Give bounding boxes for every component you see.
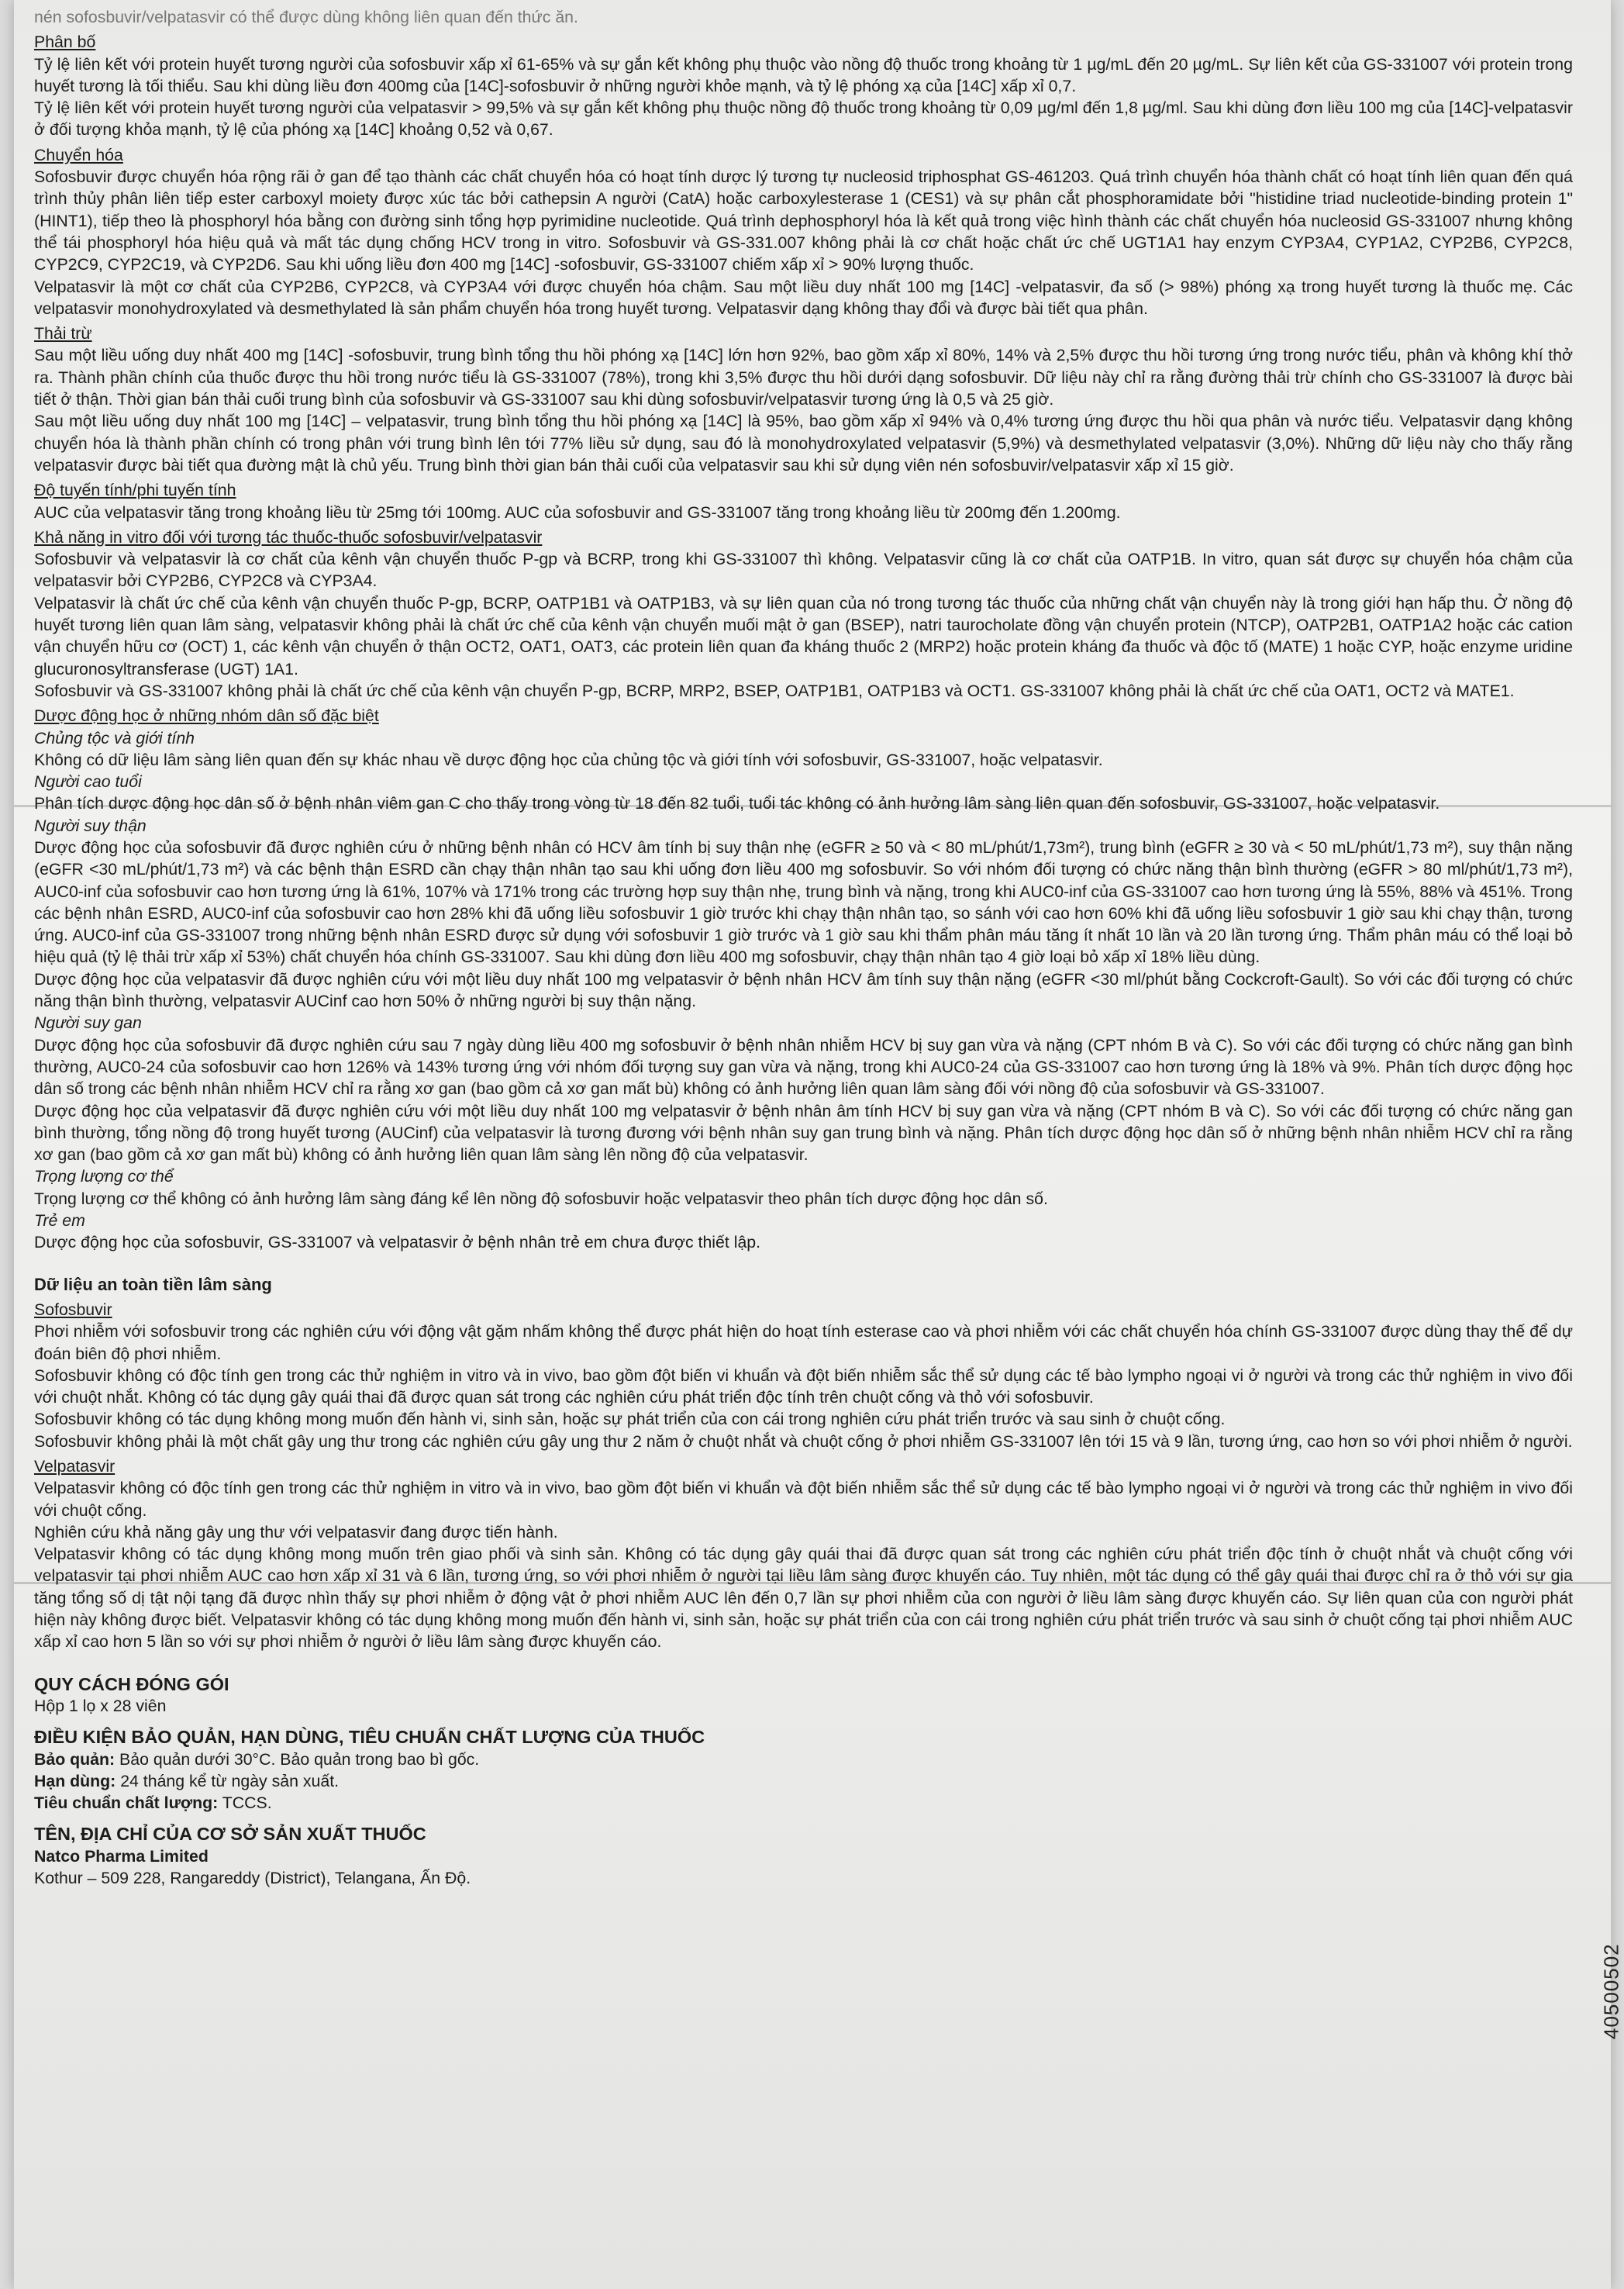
manufacturer-address: Kothur – 509 228, Rangareddy (District), Telangana, Ấn Độ.	[34, 1869, 471, 1888]
storage-label: Bảo quản:	[34, 1749, 116, 1769]
storage-item	[34, 1770, 1573, 1792]
storage-value: 24 tháng kể từ ngày sản xuất.	[116, 1771, 340, 1790]
pharmacokinetics-sections	[34, 31, 1573, 1253]
paragraph: Phơi nhiễm với sofosbuvir trong các nghiên cứu với động vật gặm nhấm không thể được phát hiện do hoạt tính esterase cao và phơi nhiễm với các chất chuyển hóa chính GS-331007 được dùng thay thế để dự đoán biên độ phơi nhiễm.	[34, 1322, 1573, 1363]
paragraph: Velpatasvir không có tác dụng không mong muốn trên giao phối và sinh sản. Không có tác dụng gây quái thai đã được quan sát trong các nghiên cứu phát triển độc tính ở chuột nhắt và chuột cống với velpatasvir tại phơi nhiễm AUC cao hơn xấp xỉ 31 và 6 lần, tương ứng, so với phơi nhiễm ở người tại liều lâm sàng được khuyến cáo. Tuy nhiên, một tác dụng có thể gây quái thai được chỉ ra ở thỏ với sự gia tăng tổng số dị tật nội tạng đã được nhìn thấy sự phơi nhiễm ở động vật ở phơi nhiễm AUC lên đến 0,7 lần sự phơi nhiễm của con người ở liều lâm sàng được khuyến cáo. Sự liên quan của con người phát hiện này không được biết. Velpatasvir không có tác dụng không mong muốn đến hành vi, sinh sản, hoặc sự phát triển của con cái trong nghiên cứu phát triển trước và sau sinh ở chuột cống tại phơi nhiễm AUC xấp xỉ cao hơn 5 lần so với sự phơi nhiễm ở người ở liều lâm sàng được khuyến cáo.	[34, 1545, 1573, 1652]
storage-item	[34, 1749, 1573, 1770]
storage-label: Hạn dùng:	[34, 1771, 116, 1790]
manufacturer-heading: TÊN, ĐỊA CHỈ CỦA CƠ SỞ SẢN XUẤT THUỐC	[34, 1824, 426, 1845]
subsection-title: Người suy thận	[34, 816, 147, 835]
paragraph: Tỷ lệ liên kết với protein huyết tương người của velpatasvir > 99,5% và sự gắn kết không phụ thuộc nồng độ thuốc trong khoảng từ 0,09 µg/ml đến 1,8 µg/ml. Sau khi dùng đơn liều 100 mg của [14C]-velpatasvir ở đối tượng khỏa mạnh, tỷ lệ của phóng xạ [14C] khoảng 0,52 và 0,67.	[34, 98, 1573, 140]
storage-value: TCCS.	[218, 1794, 272, 1813]
section-title: Dược động học ở những nhóm dân số đặc biệt	[34, 706, 379, 726]
storage-heading: ĐIỀU KIỆN BẢO QUẢN, HẠN DÙNG, TIÊU CHUẨN CHẤT LƯỢNG CỦA THUỐC	[34, 1727, 705, 1748]
preclinical-heading: Dữ liệu an toàn tiền lâm sàng	[34, 1274, 272, 1294]
subsection-title: Người suy gan	[34, 1013, 142, 1033]
paragraph: AUC của velpatasvir tăng trong khoảng liều từ 25mg tới 100mg. AUC của sofosbuvir and GS-331007 tăng trong khoảng liều từ 200mg đến 1.200mg.	[34, 502, 1121, 522]
leaflet-sheet	[14, 0, 1623, 2289]
paragraph: Dược động học của sofosbuvir, GS-331007 và velpatasvir ở bệnh nhân trẻ em chưa được thiết lập.	[34, 1233, 761, 1252]
paragraph: Phân tích dược động học dân số ở bệnh nhân viêm gan C cho thấy trong vòng từ 18 đến 82 tuổi, tuổi tác không có ảnh hưởng lâm sàng liên quan đến sofosbuvir, GS-331007, hoặc velpatasvir.	[34, 794, 1440, 813]
paragraph: Nghiên cứu khả năng gây ung thư với velpatasvir đang được tiến hành.	[34, 1522, 558, 1542]
paragraph: Dược động học của velpatasvir đã được nghiên cứu với một liều duy nhất 100 mg velpatasvir ở bệnh nhân âm tính HCV bị suy gan vừa và nặng (CPT nhóm B và C). So với các đối tượng có chức năng gan bình thường, tổng nồng độ trong huyết tương (AUCinf) của velpatasvir là tương đương với bệnh nhân suy gan trung bình và nặng. Phân tích dược động học dân số ở những bệnh nhân nhiễm HCV chỉ ra rằng xơ gan (bao gồm cả xơ gan mất bù) không có ảnh hưởng liên quan lâm sàng lên nồng độ của velpatasvir.	[34, 1101, 1573, 1165]
group-title: Velpatasvir	[34, 1457, 116, 1476]
paragraph: Dược động học của velpatasvir đã được nghiên cứu với một liều duy nhất 100 mg velpatasvir ở bệnh nhân HCV âm tính suy thận nặng (eGFR <30 ml/phút bằng Cockcroft-Gault). So với các đối tượng có chức năng thận bình thường, velpatasvir AUCinf cao hơn 50% ở những người bị suy thận nặng.	[34, 969, 1573, 1011]
leaflet-content	[34, 6, 1573, 1889]
packaging-text: Hộp 1 lọ x 28 viên	[34, 1696, 167, 1715]
storage-list	[34, 1749, 1573, 1814]
paragraph: Sau một liều uống duy nhất 400 mg [14C] -sofosbuvir, trung bình tổng thu hồi phóng xạ [14C] lớn hơn 92%, bao gồm xấp xỉ 80%, 14% và 2,5% được thu hồi tương ứng trong nước tiểu, phân và không khí thở ra. Thành phần chính của thuốc được thu hồi trong nước tiểu là GS-331007 (78%), trong khi 3,5% được thu hồi dưới dạng sofosbuvir. Dữ liệu này chỉ ra rằng đường thải trừ chính cho GS-331007 là được bài tiết ở thận. Thời gian bán thải cuối trung bình của sofosbuvir và GS-331007 sau khi dùng sofosbuvir/velpatasvir tương ứng là 0,5 và 25 giờ.	[34, 346, 1573, 409]
paragraph: Dược động học của sofosbuvir đã được nghiên cứu sau 7 ngày dùng liều 400 mg sofosbuvir ở bệnh nhân nhiễm HCV bị suy gan vừa và nặng (CPT nhóm B và C). So với các đối tượng có chức năng gan bình thường, AUC0-24 của sofosbuvir cao hơn 126% và 143% tương ứng với nhóm đối tượng suy gan vừa và nặng, trong khi AUC0-24 của GS-331007 cao hơn tương ứng là 18% và 9%. Phân tích dược động học dân số trong các bệnh nhân nhiễm HCV chỉ ra rằng xơ gan (bao gồm cả xơ gan mất bù) không có ảnh hưởng liên quan lâm sàng đối với nồng độ của sofosbuvir và GS-331007.	[34, 1035, 1573, 1099]
document-code: 40500502	[1600, 1943, 1623, 2039]
paragraph: Sofosbuvir và GS-331007 không phải là chất ức chế của kênh vận chuyển P-gp, BCRP, MRP2, BSEP, OATP1B1, OATP1B3 và OCT1. GS-331007 không phải là chất ức chế của OAT1, OCT2 và MATE1.	[34, 681, 1515, 700]
section-title: Độ tuyến tính/phi tuyến tính	[34, 481, 236, 500]
subsection-title: Trẻ em	[34, 1211, 85, 1231]
paragraph: Sau một liều uống duy nhất 100 mg [14C] – velpatasvir, trung bình tổng thu hồi phóng xạ [14C] là 95%, bao gồm xấp xỉ 94% và 0,4% tương ứng được thu hồi qua phân và nước tiểu. Velpatasvir dạng không chuyển hóa là thành phần chính có trong phân với trung bình lên tới 77% liều sử dụng, sau đó là monohydroxylated velpatasvir (5,9%) và desmethylated velpatasvir (3,0%). Những dữ liệu này cho thấy rằng velpatasvir được bài tiết qua đường mật là chủ yếu. Trung bình thời gian bán thải cuối của velpatasvir sau khi sử dụng viên nén sofosbuvir/velpatasvir xấp xỉ 15 giờ.	[34, 412, 1573, 475]
paragraph: Sofosbuvir và velpatasvir là cơ chất của kênh vận chuyển thuốc P-gp và BCRP, trong khi GS-331007 thì không. Velpatasvir cũng là cơ chất của OATP1B. In vitro, quan sát được sự chuyển hóa chậm của velpatasvir bởi CYP2B6, CYP2C8 và CYP3A4.	[34, 550, 1573, 591]
paragraph: Sofosbuvir được chuyển hóa rộng rãi ở gan để tạo thành các chất chuyển hóa có hoạt tính dược lý tương tự nucleosid triphosphat GS-461203. Quá trình chuyển hóa thành chất có hoạt tính liên quan đến quá trình thủy phân liên tiếp ester carboxyl moiety được xúc tác bởi cathepsin A người (CatA) hoặc carboxylesterase 1 (CES1) và sự phân cắt phosphoramidate bởi "histidine triad nucleotide-binding protein 1" (HINT1), tiếp theo là phosphoryl hóa bằng con đường sinh tổng hợp pyrimidine nucleotide. Quá trình dephosphoryl hóa là kết quả trong việc hình thành các chất chuyển hóa nucleosid GS-331007 nhưng không thể tái phosphoryl hóa hiệu quả và mất tác dụng chống HCV trong in vitro. Sofosbuvir và GS-331.007 không phải là cơ chất hoặc chất ức chế UGT1A1 hay enzym CYP3A4, CYP1A2, CYP2B6, CYP2C8, CYP2C9, CYP2C19, và CYP2D6. Sau khi uống liều đơn 400 mg [14C] -sofosbuvir, GS-331007 chiếm xấp xỉ > 90% lượng thuốc.	[34, 167, 1573, 274]
section-title: Phân bố	[34, 33, 96, 52]
subsection-title: Chủng tộc và giới tính	[34, 728, 195, 747]
storage-item	[34, 1792, 1573, 1814]
group-title: Sofosbuvir	[34, 1300, 112, 1319]
paragraph: Velpatasvir là chất ức chế của kênh vận chuyển thuốc P-gp, BCRP, OATP1B1 và OATP1B3, và sự liên quan của nó trong tương tác thuốc của những chất vận chuyển này là trong giới hạn hấp thu. Ở nồng độ huyết tương liên quan lâm sàng, velpatasvir không phải là chất ức chế của kênh vận chuyển muối mật ở gan (BSEP), natri taurocholate đồng vận chuyển protein (NTCP), OATP2B1, OATP1A2 hoặc các cation vận chuyển hữu cơ (OCT) 1, các kênh vận chuyển ở thận OCT2, OAT1, OAT3, các protein liên quan đa kháng thuốc 2 (MRP2) hoặc protein kháng đa thuốc và độc tố (MATE) 1 hoặc CYP, hoặc enzyme uridine glucuronosyltransferase (UGT) 1A1.	[34, 593, 1573, 678]
paragraph: Sofosbuvir không có độc tính gen trong các thử nghiệm in vitro và in vivo, bao gồm đột biến vi khuẩn và đột biến nhiễm sắc thể sử dụng các tế bào lympho ngoại vi ở người và trong các thử nghiệm in vivo đối với chuột nhắt. Không có tác dụng gây quái thai đã được quan sát trong các nghiên cứu phát triển độc tính trên chuột cống và thỏ với sofosbuvir.	[34, 1365, 1573, 1407]
paragraph: Không có dữ liệu lâm sàng liên quan đến sự khác nhau về dược động học của chủng tộc và giới tính với sofosbuvir, GS-331007, hoặc velpatasvir.	[34, 750, 1103, 769]
header-fragment: nén sofosbuvir/velpatasvir có thể được dùng không liên quan đến thức ăn.	[34, 8, 578, 26]
preclinical-groups	[34, 1299, 1573, 1653]
section-title: Chuyển hóa	[34, 145, 123, 164]
manufacturer-name: Natco Pharma Limited	[34, 1846, 209, 1866]
storage-value: Bảo quản dưới 30°C. Bảo quản trong bao bì gốc.	[115, 1749, 480, 1769]
paragraph: Trọng lượng cơ thể không có ảnh hưởng lâm sàng đáng kể lên nồng độ sofosbuvir hoặc velpatasvir theo phân tích dược động học dân số.	[34, 1189, 1048, 1208]
storage-label: Tiêu chuẩn chất lượng:	[34, 1794, 219, 1813]
paragraph: Dược động học của sofosbuvir đã được nghiên cứu ở những bệnh nhân có HCV âm tính bị suy thận nhẹ (eGFR ≥ 50 và < 80 mL/phút/1,73m²), trung bình (eGFR ≥ 30 và < 50 mL/phút/1,73 m²), suy thận nặng (eGFR <30 mL/phút/1,73 m²) và các bệnh thận ESRD cần chạy thận nhân tạo sau khi uống đơn liều 400 mg sofosbuvir. So với nhóm đối tượng có chức năng thận bình thường (eGFR > 80 ml/phút/1,73 m²), AUC0-inf của sofosbuvir cao hơn tương ứng là 61%, 107% và 171% trong các trường hợp suy thận nhẹ, trung bình và nặng, trong khi AUC0-inf của GS-331007 cao hơn tương ứng là 55%, 88% và 451%. Trong các bệnh nhân ESRD, AUC0-inf của sofosbuvir cao hơn 28% khi đã uống liều sofosbuvir 1 giờ trước khi chạy thận nhân tạo, so sánh với cao hơn 60% khi đã uống liều sofosbuvir 1 giờ sau khi chạy thận, tương ứng. AUC0-inf của GS-331007 trong những bệnh nhân ESRD được sử dụng với sofosbuvir 1 giờ trước và 1 giờ sau khi thẩm phân máu tăng ít nhất 10 lần và 20 lần tương ứng. Thẩm phân máu có thể loại bỏ hiệu quả (tỷ lệ thải trừ xấp xỉ 53%) chất chuyển hóa chính GS-331007. Sau khi dùng đơn liều 400 mg sofosbuvir, chạy thận nhân tạo 4 giờ loại bỏ xấp xỉ 18% liều dùng.	[34, 837, 1573, 967]
paragraph: Sofosbuvir không có tác dụng không mong muốn đến hành vi, sinh sản, hoặc sự phát triển của con cái trong nghiên cứu phát triển trước và sau sinh ở chuột cống.	[34, 1410, 1226, 1429]
paragraph: Tỷ lệ liên kết với protein huyết tương người của sofosbuvir xấp xỉ 61-65% và sự gắn kết không phụ thuộc vào nồng độ thuốc trong khoảng từ 1 µg/mL đến 20 µg/mL. Sự liên kết của GS-331007 với protein trong huyết tương là tối thiểu. Sau khi dùng liều đơn 400mg của [14C]-sofosbuvir ở những người khỏe mạnh, và tỷ lệ phóng xạ của [14C] xấp xỉ 0,7.	[34, 54, 1573, 95]
paragraph: Velpatasvir là một cơ chất của CYP2B6, CYP2C8, và CYP3A4 với được chuyển hóa chậm. Sau một liều duy nhất 100 mg [14C] -velpatasvir, đa số (> 98%) phóng xạ trong huyết tương là thuốc mẹ. Các velpatasvir monohydroxylated và desmethylated là sản phẩm chuyển hóa trong huyết tương. Velpatasvir dạng không thay đổi và được bài tiết qua phân.	[34, 277, 1573, 318]
section-title: Thải trừ	[34, 324, 92, 344]
subsection-title: Người cao tuổi	[34, 772, 142, 792]
subsection-title: Trọng lượng cơ thể	[34, 1167, 174, 1186]
section-title: Khả năng in vitro đối với tương tác thuốc-thuốc sofosbuvir/velpatasvir	[34, 527, 543, 547]
packaging-heading: QUY CÁCH ĐÓNG GÓI	[34, 1673, 229, 1694]
paragraph: Velpatasvir không có độc tính gen trong các thử nghiệm in vitro và in vivo, bao gồm đột biến vi khuẩn và đột biến nhiễm sắc thể sử dụng các tế bào lympho ngoại vi ở người và trong các thử nghiệm in vivo đối với chuột cống.	[34, 1479, 1573, 1520]
paragraph: Sofosbuvir không phải là một chất gây ung thư trong các nghiên cứu gây ung thư 2 năm ở chuột nhắt và chuột cống ở phơi nhiễm GS-331007 lên tới 15 và 9 lần, tương ứng, cao hơn so với phơi nhiễm ở người.	[34, 1431, 1573, 1451]
